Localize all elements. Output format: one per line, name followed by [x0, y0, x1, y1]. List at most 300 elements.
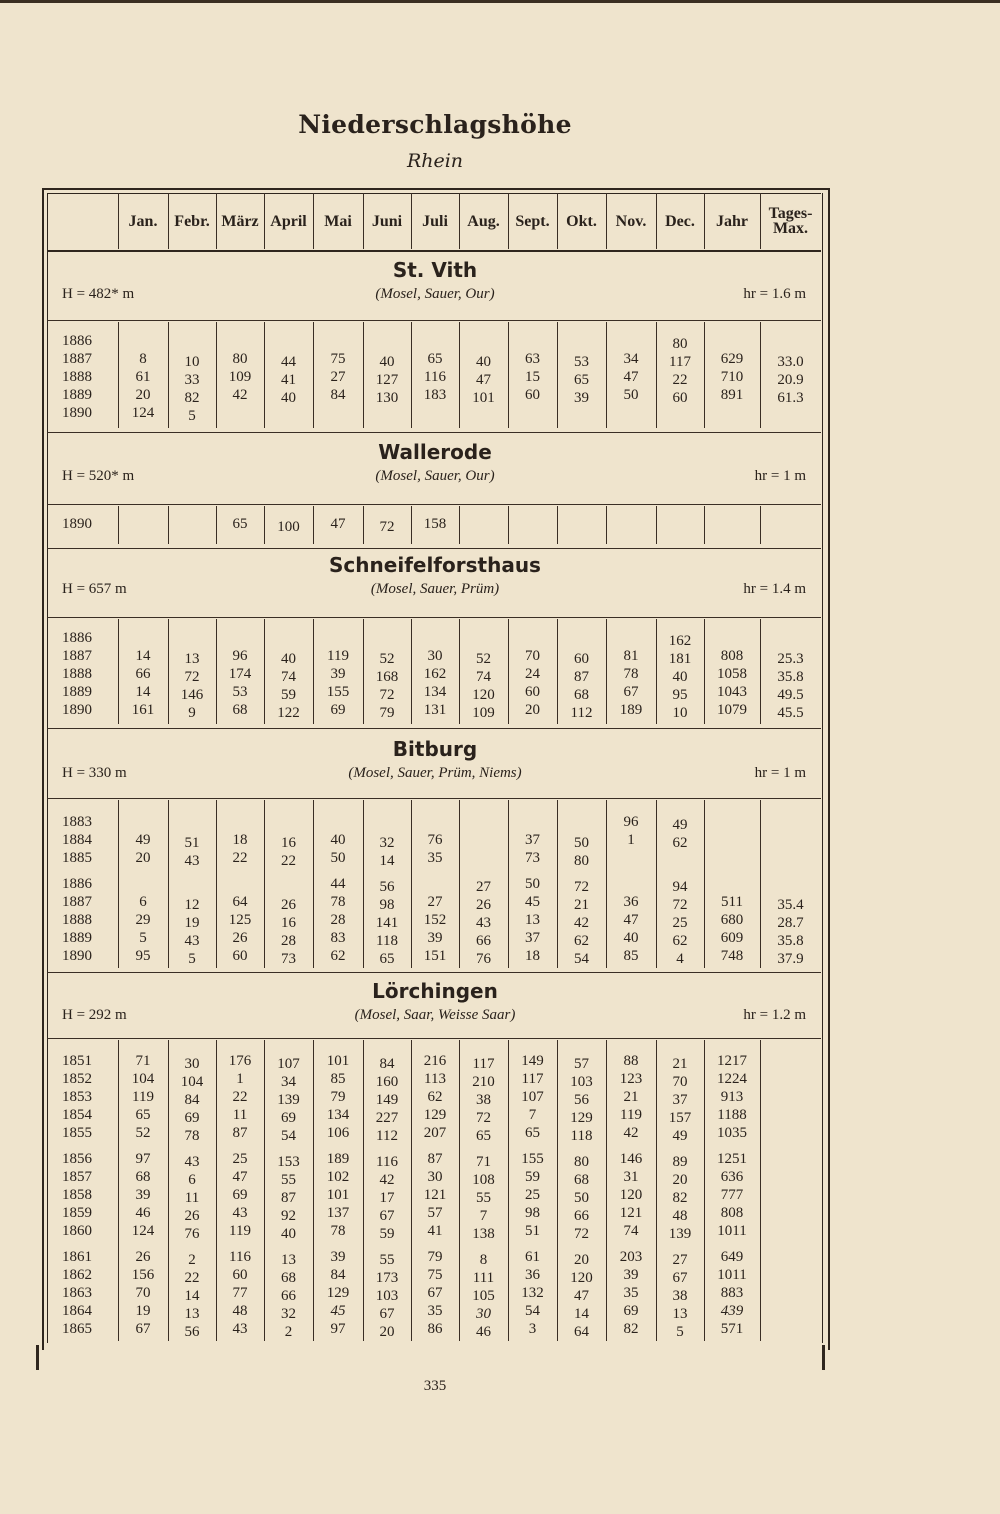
row-year: 1859 [62, 1205, 92, 1221]
column-divider [704, 619, 705, 724]
table-cell: 101 [472, 390, 495, 406]
table-cell: 62 [574, 933, 589, 949]
column-divider [313, 800, 314, 968]
table-cell: 34 [623, 351, 639, 367]
table-cell: 71 [135, 1053, 151, 1069]
table-cell: 50 [330, 850, 346, 866]
table-cell: 30 [427, 1169, 443, 1185]
table-cell: 137 [326, 1205, 350, 1221]
table-cell: 161 [131, 702, 155, 718]
row-year: 1887 [62, 894, 92, 910]
table-cell: 116 [376, 1154, 398, 1170]
table-cell: 157 [668, 1110, 692, 1126]
table-cell: 13 [525, 912, 540, 928]
table-cell: 97 [330, 1321, 346, 1337]
row-year: 1888 [62, 912, 92, 928]
header-col-13: Tages- Max. [768, 205, 813, 237]
table-cell: 131 [423, 702, 447, 718]
table-cell: 1035 [717, 1125, 747, 1141]
column-divider [704, 1040, 705, 1341]
table-cell: 31 [623, 1169, 639, 1185]
table-cell: 43 [232, 1205, 248, 1221]
table-cell: 72 [574, 1226, 589, 1242]
table-cell: 146 [180, 687, 204, 703]
table-cell: 1 [236, 1071, 244, 1087]
table-cell: 69 [623, 1303, 639, 1319]
table-cell: 49.5 [777, 687, 804, 703]
table-cell: 227 [375, 1110, 399, 1126]
table-cell: 44 [330, 876, 346, 892]
table-cell: 109 [472, 705, 495, 721]
table-cell: 87 [232, 1125, 248, 1141]
table-cell: 62 [330, 948, 346, 964]
table-cell: 68 [281, 1270, 296, 1286]
station-height: H = 520* m [62, 468, 135, 484]
table-cell: 7 [528, 1107, 537, 1123]
table-cell: 28 [281, 933, 296, 949]
table-cell: 25 [232, 1151, 248, 1167]
table-cell: 50 [574, 835, 589, 851]
table-cell: 101 [326, 1187, 350, 1203]
table-cell: 19 [184, 915, 200, 931]
table-cell: 1011 [717, 1267, 747, 1283]
table-cell: 20 [525, 702, 540, 718]
table-cell: 121 [619, 1205, 643, 1221]
table-cell: 20 [574, 1252, 589, 1268]
column-divider [606, 619, 607, 724]
table-cell: 22 [232, 1089, 248, 1105]
table-cell: 62 [427, 1089, 443, 1105]
table-cell: 49 [672, 817, 688, 833]
table-cell: 79 [427, 1249, 443, 1265]
station-header-rule [47, 504, 821, 505]
table-cell: 1188 [717, 1107, 747, 1123]
row-year: 1890 [62, 948, 92, 964]
table-cell: 71 [476, 1154, 491, 1170]
row-year: 1860 [62, 1223, 92, 1239]
table-cell: 129 [570, 1110, 593, 1126]
station-rivers: (Mosel, Sauer, Our) [375, 286, 495, 302]
row-year: 1863 [62, 1285, 92, 1301]
table-cell: 50 [525, 876, 540, 892]
table-cell: 124 [131, 1223, 155, 1239]
row-year: 1861 [62, 1249, 92, 1265]
table-cell: 636 [720, 1169, 744, 1185]
table-cell: 30 [476, 1306, 491, 1322]
table-cell: 36 [623, 894, 639, 910]
table-cell: 176 [228, 1053, 252, 1069]
table-cell: 173 [375, 1270, 399, 1286]
table-cell: 85 [330, 1071, 346, 1087]
table-cell: 129 [326, 1285, 350, 1301]
table-cell: 210 [472, 1074, 495, 1090]
table-cell: 14 [379, 853, 395, 869]
table-cell: 118 [376, 933, 398, 949]
table-cell: 39 [330, 1249, 346, 1265]
table-cell: 20.9 [777, 372, 804, 388]
table-cell: 78 [623, 666, 639, 682]
table-cell: 20 [672, 1172, 688, 1188]
table-cell: 34 [281, 1074, 296, 1090]
table-cell: 119 [132, 1089, 154, 1105]
header-col-6: Juli [422, 212, 448, 230]
table-cell: 95 [135, 948, 151, 964]
table-cell: 79 [330, 1089, 346, 1105]
table-cell: 57 [427, 1205, 443, 1221]
table-cell: 25.3 [777, 651, 804, 667]
table-cell: 26 [281, 897, 296, 913]
table-cell: 57 [574, 1056, 589, 1072]
table-cell: 98 [525, 1205, 540, 1221]
table-cell: 47 [232, 1169, 248, 1185]
table-cell: 6 [139, 894, 147, 910]
page-title: Niederschlagshöhe [298, 110, 572, 139]
table-cell: 40 [379, 354, 395, 370]
table-cell: 134 [423, 684, 447, 700]
station-header-rule [47, 617, 821, 618]
table-cell: 43 [476, 915, 491, 931]
table-cell: 32 [281, 1306, 296, 1322]
station-height: H = 657 m [62, 581, 127, 597]
table-cell: 59 [281, 687, 296, 703]
header-col-8: Sept. [515, 212, 550, 230]
table-cell: 84 [379, 1056, 395, 1072]
table-cell: 87 [427, 1151, 443, 1167]
row-year: 1884 [62, 832, 92, 848]
table-cell: 84 [330, 387, 346, 403]
table-cell: 69 [232, 1187, 248, 1203]
table-cell: 81 [623, 648, 639, 664]
column-divider [606, 506, 607, 544]
row-year: 1886 [62, 333, 92, 349]
table-cell: 65 [232, 516, 248, 532]
table-cell: 77 [232, 1285, 248, 1301]
table-cell: 39 [427, 930, 443, 946]
table-cell: 65 [135, 1107, 151, 1123]
column-divider [459, 506, 460, 544]
table-cell: 42 [232, 387, 248, 403]
table-cell: 2 [284, 1324, 293, 1340]
table-cell: 43 [232, 1321, 248, 1337]
station-header-rule [47, 1038, 821, 1039]
table-cell: 120 [570, 1270, 593, 1286]
table-cell: 73 [281, 951, 296, 967]
table-cell: 571 [720, 1321, 744, 1337]
table-cell: 42 [574, 915, 589, 931]
table-cell: 710 [720, 369, 744, 385]
table-cell: 92 [281, 1208, 296, 1224]
table-cell: 54 [574, 951, 589, 967]
table-cell: 60 [525, 684, 540, 700]
table-cell: 65 [379, 951, 395, 967]
table-cell: 104 [131, 1071, 155, 1087]
page-number: 335 [423, 1378, 447, 1394]
table-cell: 108 [472, 1172, 495, 1188]
table-cell: 35 [623, 1285, 639, 1301]
row-year: 1883 [62, 814, 92, 830]
header-divider [656, 193, 657, 249]
table-cell: 68 [135, 1169, 151, 1185]
table-cell: 85 [623, 948, 639, 964]
table-cell: 216 [423, 1053, 447, 1069]
header-divider [168, 193, 169, 249]
table-cell: 72 [476, 1110, 491, 1126]
table-cell: 160 [375, 1074, 399, 1090]
column-divider [118, 322, 119, 428]
table-cell: 95 [672, 687, 688, 703]
table-cell: 74 [623, 1223, 639, 1239]
row-year: 1889 [62, 387, 92, 403]
table-cell: 6 [188, 1172, 196, 1188]
table-cell: 102 [326, 1169, 350, 1185]
table-cell: 76 [184, 1226, 200, 1242]
table-cell: 74 [476, 669, 491, 685]
header-col-10: Nov. [615, 212, 647, 230]
table-cell: 13 [184, 651, 200, 667]
column-divider [656, 506, 657, 544]
column-divider [313, 506, 314, 544]
table-cell: 54 [525, 1303, 540, 1319]
table-cell: 629 [720, 351, 744, 367]
table-cell: 35 [427, 1303, 443, 1319]
column-divider [313, 619, 314, 724]
table-cell: 609 [720, 930, 744, 946]
column-divider [606, 322, 607, 428]
row-year: 1890 [62, 405, 92, 421]
header-divider [411, 193, 412, 249]
table-cell: 122 [277, 705, 300, 721]
page-top-border [0, 0, 1000, 3]
table-cell: 913 [720, 1089, 744, 1105]
table-cell: 59 [379, 1226, 395, 1242]
column-divider [760, 506, 761, 544]
station-header-rule [47, 798, 821, 799]
station-height: H = 482* m [62, 286, 135, 302]
table-cell: 45.5 [777, 705, 804, 721]
table-cell: 65 [476, 1128, 491, 1144]
table-cell: 26 [476, 897, 491, 913]
table-cell: 43 [184, 853, 200, 869]
table-cell: 808 [720, 648, 744, 664]
table-cell: 8 [479, 1252, 488, 1268]
table-cell: 124 [131, 405, 155, 421]
table-cell: 75 [427, 1267, 443, 1283]
table-cell: 21 [623, 1089, 639, 1105]
table-cell: 11 [232, 1107, 248, 1123]
header-divider [704, 193, 705, 249]
table-cell: 49 [135, 832, 151, 848]
table-cell: 22 [281, 853, 296, 869]
table-cell: 109 [228, 369, 252, 385]
table-cell: 52 [379, 651, 395, 667]
table-cell: 28 [330, 912, 346, 928]
table-cell: 32 [379, 835, 395, 851]
table-cell: 16 [281, 915, 296, 931]
column-divider [557, 506, 558, 544]
table-cell: 63 [525, 351, 540, 367]
table-cell: 46 [476, 1324, 491, 1340]
table-cell: 680 [720, 912, 744, 928]
table-cell: 103 [375, 1288, 399, 1304]
row-year: 1887 [62, 648, 92, 664]
table-cell: 66 [135, 666, 151, 682]
table-cell: 25 [525, 1187, 540, 1203]
table-cell: 53 [574, 354, 589, 370]
table-cell: 24 [525, 666, 540, 682]
table-cell: 151 [423, 948, 447, 964]
table-cell: 80 [672, 336, 688, 352]
table-cell: 1251 [717, 1151, 747, 1167]
table-cell: 48 [232, 1303, 248, 1319]
table-cell: 100 [277, 519, 300, 535]
table-cell: 153 [277, 1154, 300, 1170]
table-cell: 7 [479, 1208, 488, 1224]
column-divider [508, 506, 509, 544]
table-cell: 107 [521, 1089, 544, 1105]
table-cell: 4 [676, 951, 684, 967]
table-cell: 18 [232, 832, 248, 848]
table-cell: 106 [326, 1125, 350, 1141]
table-cell: 14 [574, 1306, 589, 1322]
table-cell: 72 [672, 897, 688, 913]
table-cell: 5 [676, 1324, 684, 1340]
table-cell: 51 [525, 1223, 540, 1239]
table-cell: 1224 [717, 1071, 747, 1087]
table-cell: 61 [135, 369, 151, 385]
table-cell: 439 [720, 1303, 744, 1319]
table-cell: 119 [327, 648, 349, 664]
table-cell: 41 [281, 372, 296, 388]
table-cell: 39 [330, 666, 346, 682]
table-cell: 174 [228, 666, 252, 682]
header-divider [760, 193, 761, 249]
header-divider [216, 193, 217, 249]
table-cell: 97 [135, 1151, 151, 1167]
table-cell: 40 [623, 930, 639, 946]
table-cell: 62 [672, 933, 688, 949]
table-cell: 40 [672, 669, 688, 685]
table-cell: 48 [672, 1208, 688, 1224]
table-cell: 1043 [717, 684, 747, 700]
station-hr: hr = 1.4 m [743, 581, 806, 597]
table-cell: 138 [472, 1226, 495, 1242]
table-cell: 84 [184, 1092, 200, 1108]
column-divider [760, 322, 761, 428]
table-cell: 26 [184, 1208, 200, 1224]
column-divider [760, 1040, 761, 1341]
table-cell: 8 [139, 351, 147, 367]
table-cell: 52 [476, 651, 491, 667]
table-cell: 119 [229, 1223, 251, 1239]
header-col-4: Mai [324, 212, 352, 230]
row-year: 1888 [62, 369, 92, 385]
table-cell: 777 [720, 1187, 744, 1203]
column-divider [118, 619, 119, 724]
table-cell: 78 [330, 894, 346, 910]
table-cell: 47 [330, 516, 346, 532]
row-year: 1855 [62, 1125, 92, 1141]
table-cell: 16 [281, 835, 296, 851]
table-cell: 103 [570, 1074, 593, 1090]
table-cell: 80 [574, 1154, 589, 1170]
table-cell: 39 [574, 390, 589, 406]
table-cell: 883 [720, 1285, 744, 1301]
table-cell: 35.4 [777, 897, 804, 913]
table-cell: 33.0 [777, 354, 804, 370]
header-divider [508, 193, 509, 249]
table-cell: 80 [574, 853, 589, 869]
table-cell: 61 [525, 1249, 540, 1265]
table-cell: 15 [525, 369, 540, 385]
table-cell: 55 [281, 1172, 296, 1188]
table-cell: 14 [184, 1288, 200, 1304]
station-name: Lörchingen [372, 979, 498, 1003]
table-cell: 51 [184, 835, 200, 851]
table-cell: 47 [476, 372, 491, 388]
row-year: 1889 [62, 930, 92, 946]
table-cell: 67 [379, 1208, 395, 1224]
table-cell: 30 [184, 1056, 200, 1072]
table-cell: 44 [281, 354, 296, 370]
table-cell: 56 [574, 1092, 589, 1108]
row-year: 1890 [62, 516, 92, 532]
table-cell: 64 [232, 894, 248, 910]
table-cell: 43 [184, 933, 200, 949]
table-cell: 27 [476, 879, 491, 895]
table-cell: 59 [525, 1169, 540, 1185]
table-cell: 2 [188, 1252, 196, 1268]
column-divider [118, 506, 119, 544]
column-divider [313, 322, 314, 428]
table-cell: 13 [281, 1252, 296, 1268]
table-cell: 203 [619, 1249, 643, 1265]
table-cell: 56 [184, 1324, 200, 1340]
table-cell: 35.8 [777, 933, 804, 949]
table-cell: 149 [521, 1053, 544, 1069]
table-cell: 168 [375, 669, 399, 685]
table-cell: 98 [379, 897, 395, 913]
column-divider [606, 1040, 607, 1341]
table-cell: 53 [232, 684, 248, 700]
table-cell: 70 [672, 1074, 688, 1090]
table-cell: 1217 [717, 1053, 747, 1069]
table-cell: 30 [427, 648, 443, 664]
table-cell: 68 [574, 1172, 589, 1188]
table-cell: 18 [525, 948, 540, 964]
column-divider [760, 619, 761, 724]
table-cell: 68 [232, 702, 248, 718]
table-cell: 36 [525, 1267, 540, 1283]
row-year: 1886 [62, 876, 92, 892]
row-year: 1853 [62, 1089, 92, 1105]
station-height: H = 330 m [62, 765, 127, 781]
table-cell: 33 [184, 372, 200, 388]
table-cell: 116 [424, 369, 446, 385]
row-year: 1885 [62, 850, 92, 866]
header-divider [606, 193, 607, 249]
table-cell: 40 [281, 651, 296, 667]
table-cell: 76 [476, 951, 491, 967]
table-cell: 19 [135, 1303, 151, 1319]
table-cell: 5 [188, 951, 196, 967]
table-cell: 39 [135, 1187, 151, 1203]
table-cell: 94 [672, 879, 688, 895]
table-cell: 37 [525, 930, 540, 946]
table-cell: 67 [672, 1270, 688, 1286]
table-cell: 72 [379, 519, 395, 535]
station-header-rule [47, 320, 821, 321]
table-cell: 70 [135, 1285, 151, 1301]
